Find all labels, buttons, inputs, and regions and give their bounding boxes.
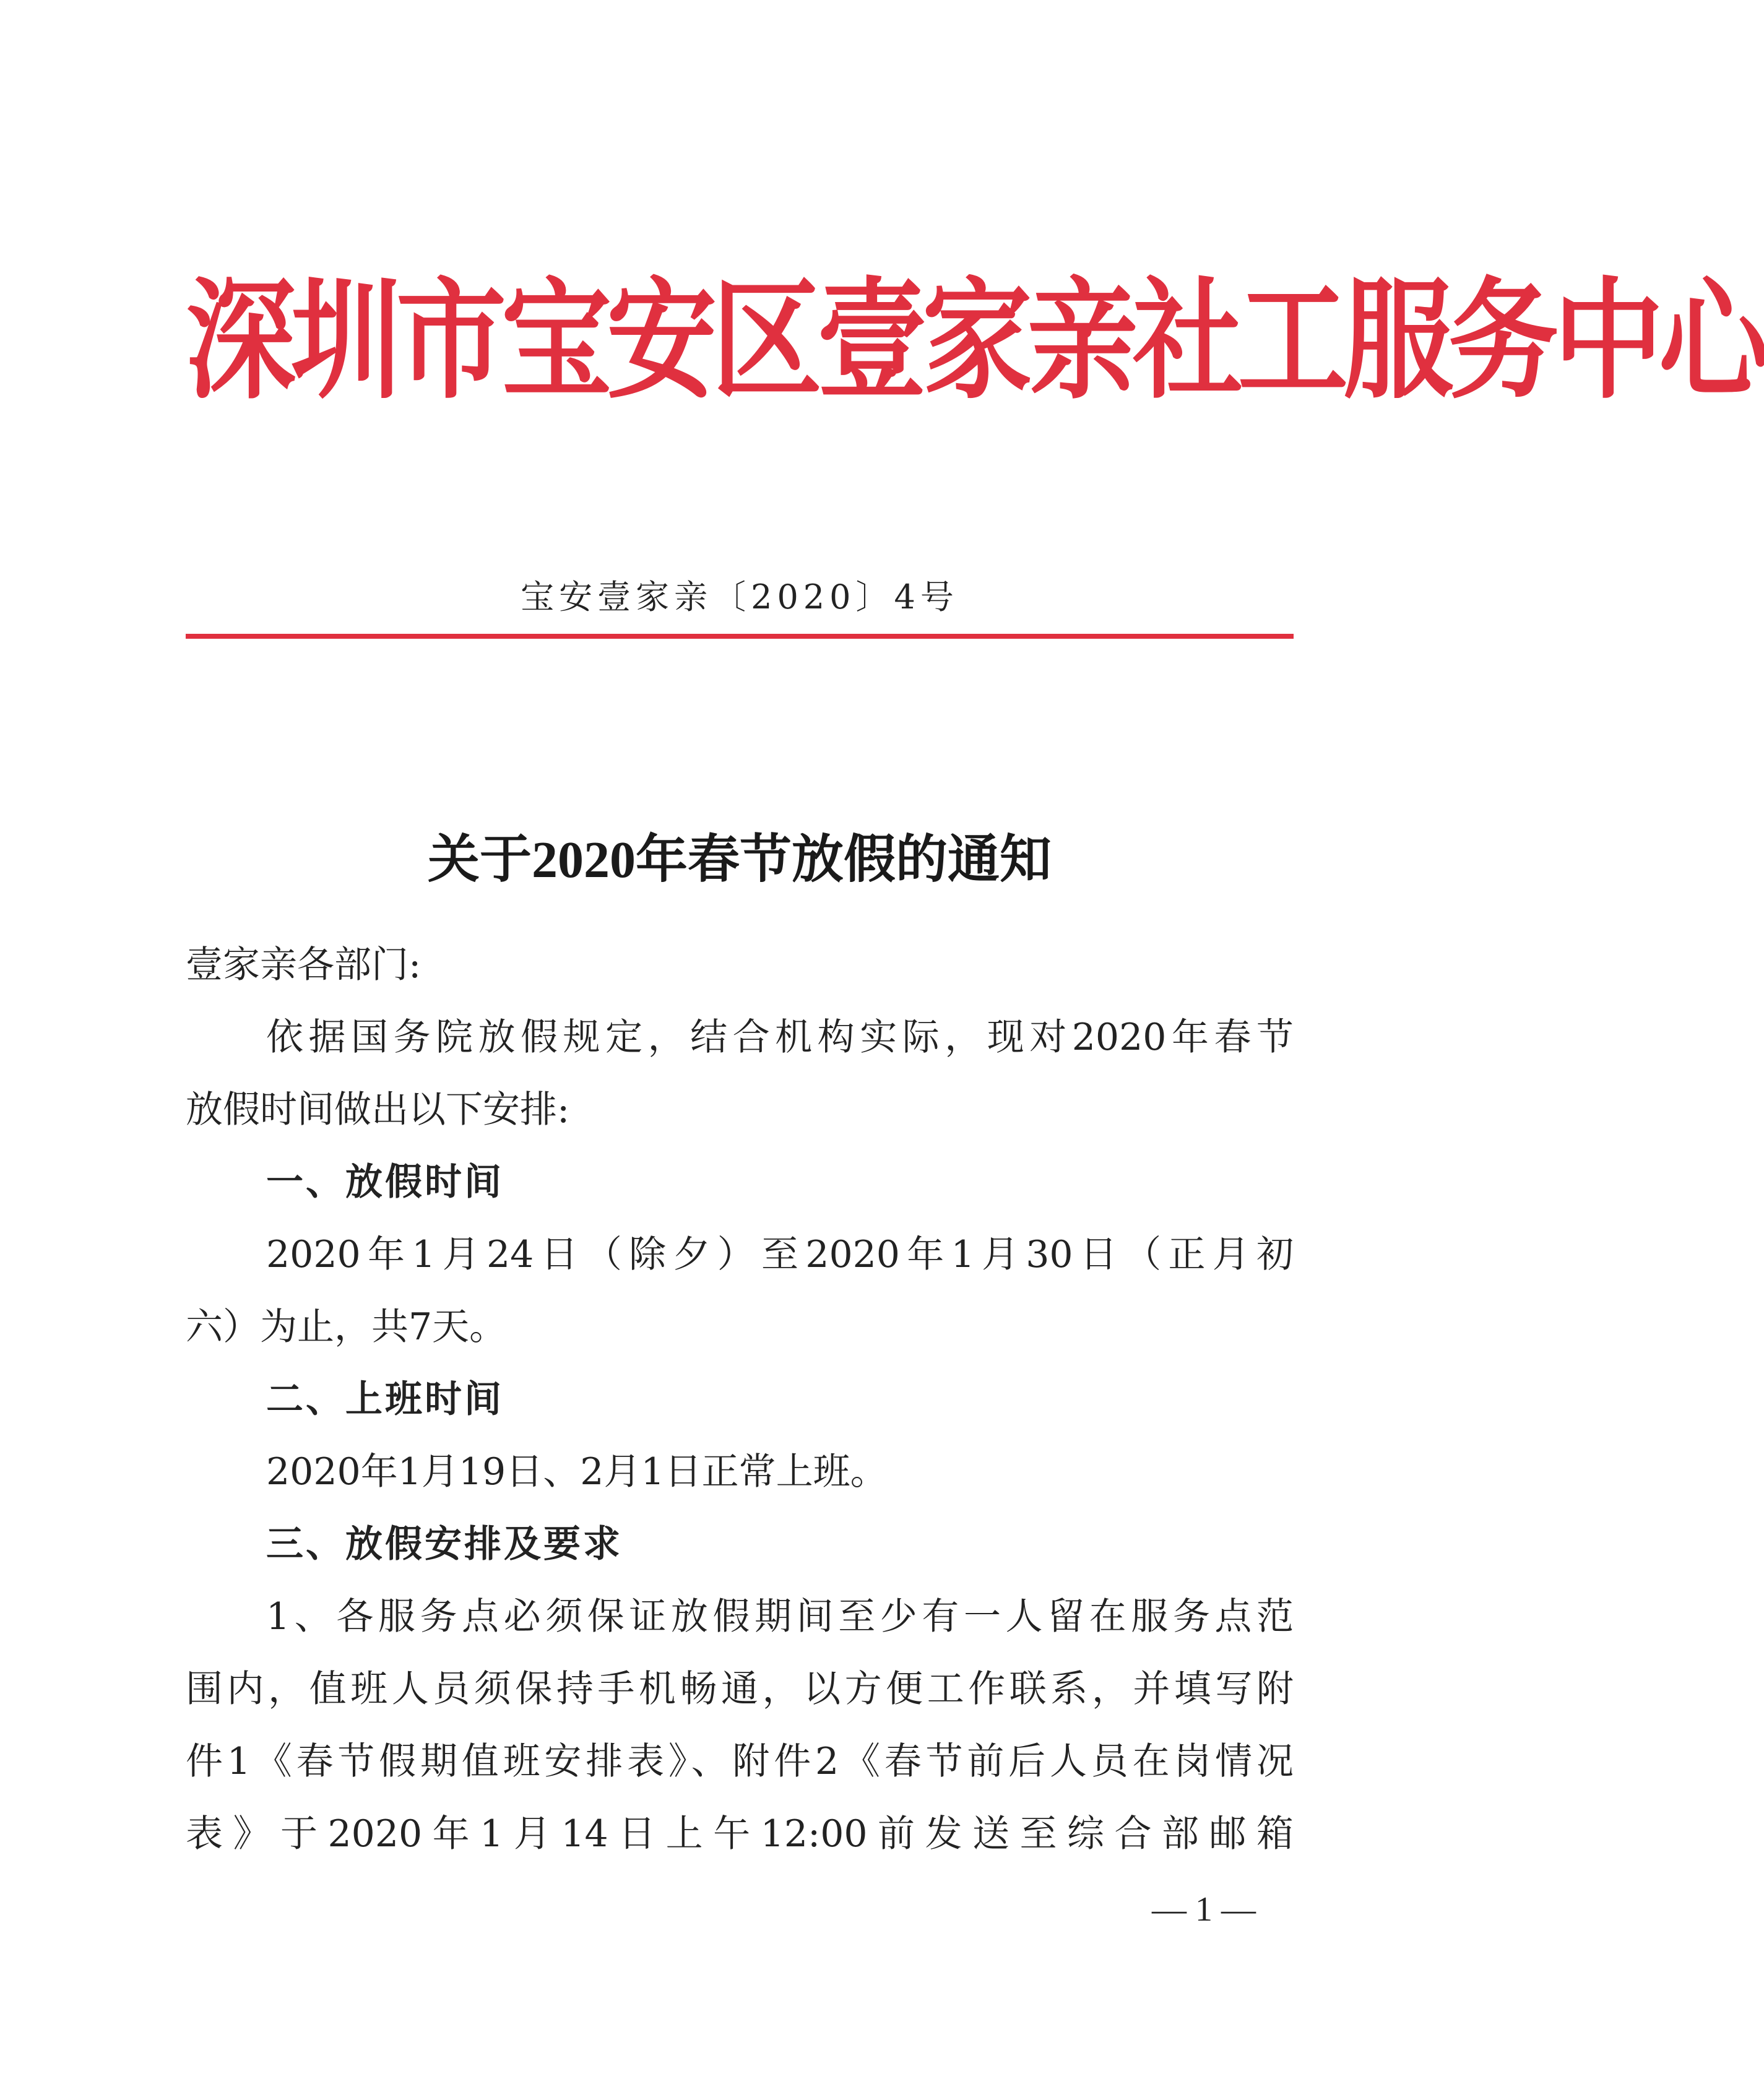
paragraph-line: 表》于2020年1月14日上午12:00前发送至综合部邮箱 [186, 1812, 1294, 1856]
page-number: — 1 — [1152, 1890, 1256, 1929]
intro-line: 放假时间做出以下安排: [186, 1088, 570, 1131]
organization-header: 深圳市宝安区壹家亲社工服务中心 [186, 264, 1764, 417]
document-number: 宝安壹家亲〔2020〕4号 [521, 577, 959, 616]
paragraph-line: 1、各服务点必须保证放假期间至少有一人留在服务点范 [266, 1595, 1294, 1638]
paragraph-line: 2020年1月19日、2月1日正常上班。 [266, 1450, 888, 1494]
notice-title: 关于2020年春节放假的通知 [427, 831, 1052, 889]
section-heading: 三、放假安排及要求 [266, 1523, 623, 1566]
paragraph-line: 围内，值班人员须保持手机畅通，以方便工作联系，并填写附 [186, 1667, 1294, 1711]
paragraph-line: 件1《春节假期值班安排表》、附件2《春节前后人员在岗情况 [186, 1740, 1294, 1783]
section-heading: 二、上班时间 [266, 1378, 504, 1421]
section-heading: 一、放假时间 [266, 1161, 504, 1204]
paragraph-line: 2020年1月24日（除夕）至2020年1月30日（正月初 [266, 1233, 1294, 1276]
intro-line: 依据国务院放假规定，结合机构实际，现对2020年春节 [266, 1016, 1294, 1059]
salutation: 壹家亲各部门: [186, 943, 422, 987]
paragraph-line: 六）为止，共7天。 [186, 1305, 507, 1349]
red-divider-line [186, 634, 1294, 639]
